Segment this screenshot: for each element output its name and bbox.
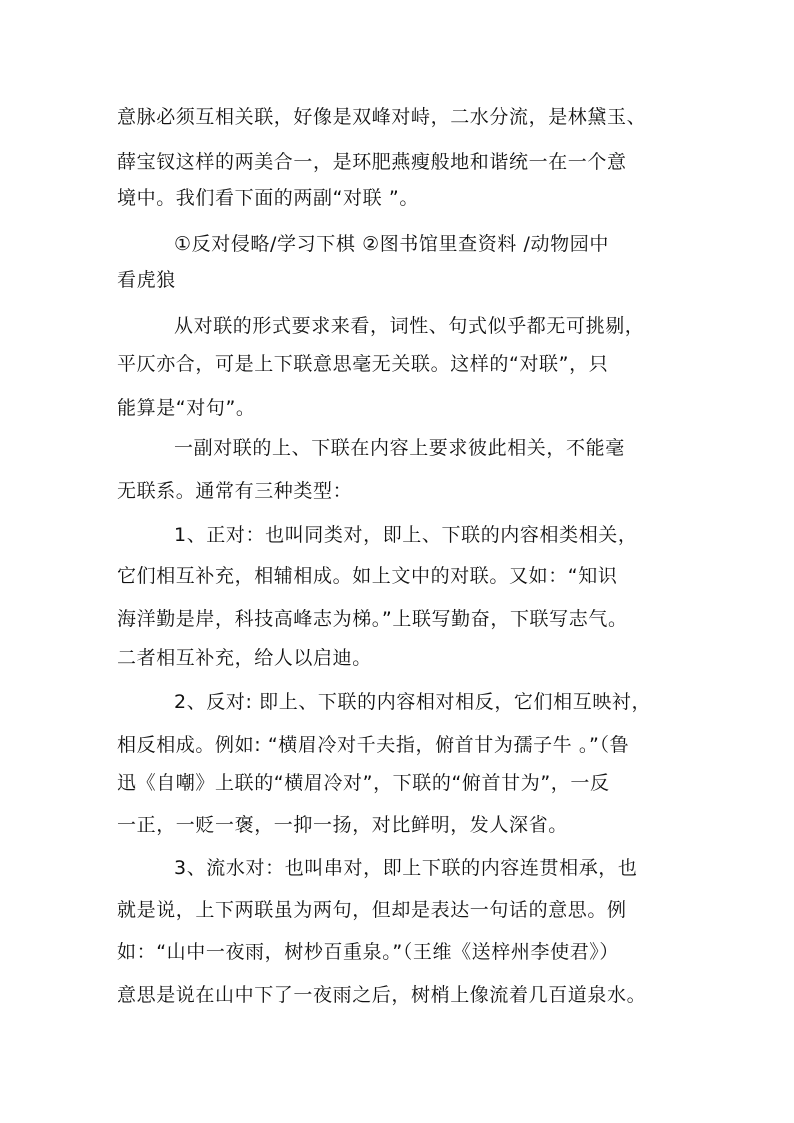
text-line: 薛宝钗这样的两美合一，是环肥燕瘦般地和谐统一在一个意 [117,151,627,173]
text-line: 海洋勤是岸，科技高峰志为梯。”上联写勤奋，下联写志气。 [117,608,628,630]
text-line: 1、正对：也叫同类对，即上、下联的内容相类相关， [174,524,638,546]
text-line: 就是说，上下两联虽为两句，但却是表达一句话的意思。例 [117,899,627,921]
text-line: 迅《自嘲》上联的“横眉冷对”，下联的“俯首甘为”，一反 [117,772,610,794]
text-line: 能算是“对句”。 [117,397,256,419]
text-line: 境中。我们看下面的两副“对联 ”。 [117,187,419,209]
text-line: 3、流水对：也叫串对，即上下联的内容连贯相承，也 [174,857,638,879]
text-line: 一正，一贬一褒，一抑一扬，对比鲜明，发人深省。 [117,814,568,836]
text-line: 意思是说在山中下了一夜雨之后，树梢上像流着几百道泉水。 [117,984,647,1006]
text-line: 无联系。通常有三种类型： [117,480,353,502]
text-line: 相反相成。例如: “横眉冷对千夫指，俯首甘为孺子牛 。”（鲁 [117,734,630,756]
text-line: 二者相互补充，给人以启迪。 [117,647,372,669]
text-line: 如：“山中一夜雨，树杪百重泉。”（王维《送梓州李使君》） [117,941,619,963]
text-line: 2、反对: 即上、下联的内容相对相反，它们相互映衬， [174,691,652,713]
text-line: 看虎狼 [117,269,176,291]
text-line: 一副对联的上、下联在内容上要求彼此相关，不能毫 [174,437,625,459]
text-line: 它们相互补充，相辅相成。如上文中的对联。又如：“知识 [117,565,618,587]
text-line: 从对联的形式要求来看，词性、句式似乎都无可挑剔， [174,315,645,337]
text-line: ①反对侵略/学习下棋 ②图书馆里查资料 /动物园中 [174,233,609,255]
text-line: 意脉必须互相关联，好像是双峰对峙，二水分流，是林黛玉、 [117,106,647,128]
text-line: 平仄亦合，可是上下联意思毫无关联。这样的“对联”，只 [117,353,609,375]
